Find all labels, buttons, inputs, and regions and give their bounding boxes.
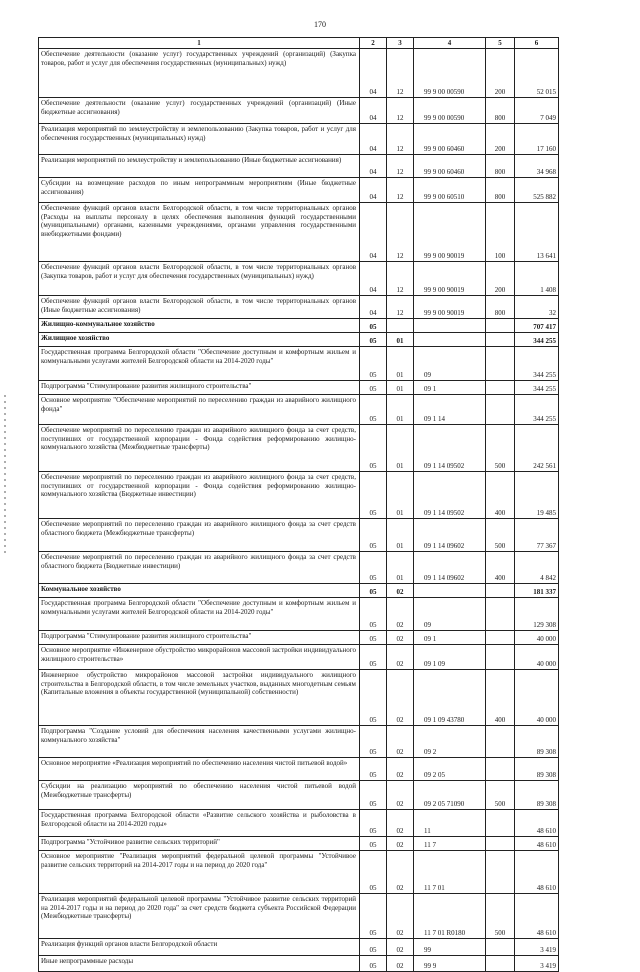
- subsection-code: 02: [387, 631, 414, 645]
- row-name: Обеспечение деятельности (оказание услуг) государственных учреждений (организаций) (Закупка товаров, работ и услуг для обеспечения государственных (муниципальных) нужд): [39, 49, 360, 98]
- expense-type-code: 500: [486, 894, 515, 939]
- subsection-code: 02: [387, 598, 414, 631]
- amount: 48 610: [515, 810, 559, 837]
- row-name: Обеспечение функций органов власти Белгородской области, в том числе территориальных органов (Расходы на выплаты персоналу в целях обеспечения выполнения функций государственными (муниципальными) органами, казенными учреждениями, органами управления государственными внебюджетными фондами): [39, 203, 360, 262]
- target-article-code: 09: [414, 347, 486, 381]
- section-code: 05: [360, 319, 387, 333]
- subsection-code: 01: [387, 381, 414, 395]
- row-name: Государственная программа Белгородской области "Обеспечение доступным и комфортным жильем и коммунальными услугами жителей Белгородской области на 2014-2020 годы": [39, 347, 360, 381]
- expense-type-code: [486, 395, 515, 425]
- table-row: [39, 758, 559, 781]
- subsection-code: 02: [387, 837, 414, 851]
- row-name: Жилищно-коммунальное хозяйство: [39, 319, 360, 333]
- header-cell-2: 2: [360, 38, 387, 49]
- subsection-code: 01: [387, 347, 414, 381]
- amount: 344 255: [515, 347, 559, 381]
- expense-type-code: [486, 381, 515, 395]
- section-code: 05: [360, 851, 387, 894]
- amount: 77 367: [515, 519, 559, 552]
- row-name: Субсидии на возмещение расходов по иным непрограммным мероприятиям (Иные бюджетные ассигнования): [39, 178, 360, 203]
- target-article-code: 99 9 00 90019: [414, 203, 486, 262]
- target-article-code: [414, 333, 486, 347]
- row-name: Основное мероприятие "Реализация мероприятий федеральной целевой программы "Устойчивое развитие сельских территорий на 2014-2017 годы и на период до 2020 года": [39, 851, 360, 894]
- row-name: Основное мероприятие "Обеспечение мероприятий по переселению граждан из аварийного жилищного фонда": [39, 395, 360, 425]
- target-article-code: 09 1: [414, 631, 486, 645]
- subsection-code: 12: [387, 262, 414, 296]
- subsection-code: 12: [387, 178, 414, 203]
- expense-type-code: 100: [486, 203, 515, 262]
- table-row: [39, 155, 559, 178]
- target-article-code: 11 7: [414, 837, 486, 851]
- table-row: [39, 851, 559, 894]
- subsection-code: 02: [387, 956, 414, 972]
- expense-type-code: [486, 726, 515, 758]
- row-name: Обеспечение функций органов власти Белгородской области, в том числе территориальных органов (Иные бюджетные ассигнования): [39, 296, 360, 319]
- table-row: [39, 894, 559, 939]
- table-row: [39, 781, 559, 810]
- amount: 32: [515, 296, 559, 319]
- section-code: 04: [360, 124, 387, 155]
- amount: 242 561: [515, 425, 559, 472]
- subsection-code: 02: [387, 781, 414, 810]
- section-code: 05: [360, 670, 387, 726]
- target-article-code: 11 7 01 R0180: [414, 894, 486, 939]
- expense-type-code: 800: [486, 178, 515, 203]
- subsection-code: 12: [387, 98, 414, 124]
- table-row: [39, 381, 559, 395]
- target-article-code: 09 2 05: [414, 758, 486, 781]
- table-row: [39, 584, 559, 598]
- expense-type-code: 200: [486, 124, 515, 155]
- amount: 344 255: [515, 381, 559, 395]
- amount: 52 015: [515, 49, 559, 98]
- table-row: [39, 598, 559, 631]
- section-code: 04: [360, 296, 387, 319]
- subsection-code: 02: [387, 939, 414, 956]
- expense-type-code: [486, 851, 515, 894]
- table-row: [39, 670, 559, 726]
- section-code: 04: [360, 155, 387, 178]
- target-article-code: 09 2: [414, 726, 486, 758]
- expense-type-code: 500: [486, 425, 515, 472]
- amount: 34 968: [515, 155, 559, 178]
- expense-type-code: 500: [486, 781, 515, 810]
- row-name: Обеспечение мероприятий по переселению граждан из аварийного жилищного фонда за счет средств областного бюджета (Бюджетные инвестиции): [39, 552, 360, 584]
- row-name: Обеспечение функций органов власти Белгородской области, в том числе территориальных органов (Закупка товаров, работ и услуг для обеспечения государственных (муниципальных) нужд): [39, 262, 360, 296]
- subsection-code: 01: [387, 395, 414, 425]
- table-row: [39, 124, 559, 155]
- target-article-code: 11: [414, 810, 486, 837]
- subsection-code: [387, 319, 414, 333]
- table-row: [39, 726, 559, 758]
- binding-marks: [4, 395, 6, 555]
- table-row: [39, 810, 559, 837]
- expense-type-code: 800: [486, 155, 515, 178]
- row-name: Реализация мероприятий по землеустройству и землепользованию (Закупка товаров, работ и услуг для обеспечения государственных (муниципальных) нужд): [39, 124, 360, 155]
- table-row: [39, 837, 559, 851]
- section-code: 05: [360, 472, 387, 519]
- target-article-code: 09: [414, 598, 486, 631]
- section-code: 05: [360, 333, 387, 347]
- target-article-code: [414, 319, 486, 333]
- amount: 89 308: [515, 758, 559, 781]
- expense-type-code: 400: [486, 552, 515, 584]
- section-code: 04: [360, 178, 387, 203]
- section-code: 05: [360, 810, 387, 837]
- row-name: Инженерное обустройство микрорайонов массовой застройки индивидуального жилищного строительства в Белгородской области, в том числе земельных участков, выданных многодетным семьям (Капитальные вложения в объекты государственной (муниципальной) собственности): [39, 670, 360, 726]
- expense-type-code: [486, 837, 515, 851]
- subsection-code: 02: [387, 894, 414, 939]
- section-code: 05: [360, 956, 387, 972]
- table-row: [39, 472, 559, 519]
- target-article-code: 09 2 05 71090: [414, 781, 486, 810]
- expense-type-code: [486, 333, 515, 347]
- amount: 4 842: [515, 552, 559, 584]
- expense-type-code: 200: [486, 49, 515, 98]
- expense-type-code: 400: [486, 670, 515, 726]
- row-name: Иные непрограммные расходы: [39, 956, 360, 972]
- target-article-code: 09 1 14: [414, 395, 486, 425]
- header-row: [39, 38, 559, 49]
- amount: 19 485: [515, 472, 559, 519]
- section-code: 05: [360, 726, 387, 758]
- table-row: [39, 645, 559, 670]
- target-article-code: 09 1 14 09502: [414, 472, 486, 519]
- table-row: [39, 939, 559, 956]
- section-code: 05: [360, 781, 387, 810]
- row-name: Подпрограмма "Стимулирование развития жилищного строительства": [39, 631, 360, 645]
- table-row: [39, 631, 559, 645]
- expense-type-code: [486, 347, 515, 381]
- amount: 40 000: [515, 645, 559, 670]
- amount: 3 419: [515, 939, 559, 956]
- row-name: Реализация мероприятий федеральной целевой программы "Устойчивое развитие сельских территорий на 2014-2017 годы и на период до 2020 года" за счет средств бюджета субъекта Российской Федерации (Межбюджетные трансферты): [39, 894, 360, 939]
- table-row: [39, 262, 559, 296]
- target-article-code: 99 9 00 60510: [414, 178, 486, 203]
- amount: 48 610: [515, 894, 559, 939]
- expense-type-code: [486, 598, 515, 631]
- row-name: Обеспечение мероприятий по переселению граждан из аварийного жилищного фонда за счет средств, поступивших от государственной корпорации - Фонда содействия реформированию жилищно-коммунального хозяйства (Бюджетные инвестиции): [39, 472, 360, 519]
- target-article-code: 09 1 09: [414, 645, 486, 670]
- section-code: 05: [360, 584, 387, 598]
- row-name: Государственная программа Белгородской области "Обеспечение доступным и комфортным жильем и коммунальными услугами жителей Белгородской области на 2014-2020 годы": [39, 598, 360, 631]
- section-code: 04: [360, 49, 387, 98]
- table-row: [39, 395, 559, 425]
- table-row: [39, 319, 559, 333]
- row-name: Обеспечение деятельности (оказание услуг) государственных учреждений (организаций) (Иные бюджетные ассигнования): [39, 98, 360, 124]
- expense-type-code: [486, 956, 515, 972]
- section-code: 05: [360, 894, 387, 939]
- amount: 48 610: [515, 837, 559, 851]
- amount: 40 000: [515, 631, 559, 645]
- row-name: Подпрограмма "Стимулирование развития жилищного строительства": [39, 381, 360, 395]
- expense-type-code: [486, 939, 515, 956]
- amount: 525 882: [515, 178, 559, 203]
- subsection-code: 02: [387, 851, 414, 894]
- header-cell-1: 1: [39, 38, 360, 49]
- section-code: 05: [360, 425, 387, 472]
- target-article-code: 09 1 14 09602: [414, 552, 486, 584]
- table-row: [39, 296, 559, 319]
- target-article-code: 99 9 00 90019: [414, 296, 486, 319]
- target-article-code: 09 1 09 43780: [414, 670, 486, 726]
- target-article-code: 99 9 00 90019: [414, 262, 486, 296]
- amount: 3 419: [515, 956, 559, 972]
- expense-type-code: [486, 810, 515, 837]
- subsection-code: 12: [387, 155, 414, 178]
- amount: 344 255: [515, 333, 559, 347]
- table-row: [39, 49, 559, 98]
- header-cell-3: 3: [387, 38, 414, 49]
- row-name: Подпрограмма "Создание условий для обеспечения населения качественными услугами жилищно-коммунального хозяйства": [39, 726, 360, 758]
- row-name: Коммунальное хозяйство: [39, 584, 360, 598]
- table-row: [39, 552, 559, 584]
- amount: 707 417: [515, 319, 559, 333]
- amount: 89 308: [515, 781, 559, 810]
- row-name: Подпрограмма "Устойчивое развитие сельских территорий": [39, 837, 360, 851]
- subsection-code: 02: [387, 758, 414, 781]
- row-name: Основное мероприятие «Инженерное обустройство микрорайонов массовой застройки индивидуального жилищного строительства»: [39, 645, 360, 670]
- amount: 89 308: [515, 726, 559, 758]
- row-name: Реализация функций органов власти Белгородской области: [39, 939, 360, 956]
- subsection-code: 12: [387, 124, 414, 155]
- amount: 1 408: [515, 262, 559, 296]
- row-name: Государственная программа Белгородской области «Развитие сельского хозяйства и рыболовства в Белгородской области на 2014-2020 годы»: [39, 810, 360, 837]
- target-article-code: 09 1: [414, 381, 486, 395]
- amount: 129 308: [515, 598, 559, 631]
- table-row: [39, 519, 559, 552]
- amount: 13 641: [515, 203, 559, 262]
- table-row: [39, 425, 559, 472]
- expense-type-code: [486, 584, 515, 598]
- subsection-code: 01: [387, 472, 414, 519]
- subsection-code: 01: [387, 519, 414, 552]
- page-number: 170: [314, 20, 326, 29]
- target-article-code: 09 1 14 09602: [414, 519, 486, 552]
- row-name: Основное мероприятие «Реализация мероприятий по обеспечению населения чистой питьевой водой»: [39, 758, 360, 781]
- subsection-code: 02: [387, 726, 414, 758]
- section-code: 05: [360, 552, 387, 584]
- subsection-code: 01: [387, 425, 414, 472]
- row-name: Субсидии на реализацию мероприятий по обеспечению населения чистой питьевой водой (Межбюджетные трансферты): [39, 781, 360, 810]
- subsection-code: 12: [387, 203, 414, 262]
- header-cell-4: 4: [414, 38, 486, 49]
- expense-type-code: [486, 319, 515, 333]
- header-cell-5: 5: [486, 38, 515, 49]
- expense-type-code: 400: [486, 472, 515, 519]
- subsection-code: 12: [387, 296, 414, 319]
- table-row: [39, 203, 559, 262]
- subsection-code: 12: [387, 49, 414, 98]
- amount: 344 255: [515, 395, 559, 425]
- target-article-code: 99 9 00 00590: [414, 49, 486, 98]
- table-row: [39, 333, 559, 347]
- section-code: 05: [360, 645, 387, 670]
- table-row: [39, 347, 559, 381]
- target-article-code: 99 9: [414, 956, 486, 972]
- amount: 17 160: [515, 124, 559, 155]
- section-code: 05: [360, 381, 387, 395]
- table-row: [39, 178, 559, 203]
- header-cell-6: 6: [515, 38, 559, 49]
- target-article-code: 99 9 00 00590: [414, 98, 486, 124]
- table-row: [39, 98, 559, 124]
- target-article-code: 99 9 00 60460: [414, 155, 486, 178]
- target-article-code: 09 1 14 09502: [414, 425, 486, 472]
- section-code: 04: [360, 262, 387, 296]
- subsection-code: 02: [387, 645, 414, 670]
- budget-table: [38, 37, 559, 972]
- target-article-code: 99: [414, 939, 486, 956]
- subsection-code: 01: [387, 552, 414, 584]
- section-code: 05: [360, 758, 387, 781]
- section-code: 05: [360, 939, 387, 956]
- section-code: 05: [360, 837, 387, 851]
- expense-type-code: 500: [486, 519, 515, 552]
- section-code: 05: [360, 598, 387, 631]
- section-code: 05: [360, 519, 387, 552]
- row-name: Обеспечение мероприятий по переселению граждан из аварийного жилищного фонда за счет средств областного бюджета (Межбюджетные трансферты): [39, 519, 360, 552]
- expense-type-code: [486, 758, 515, 781]
- row-name: Обеспечение мероприятий по переселению граждан из аварийного жилищного фонда за счет средств, поступивших от государственной корпорации - Фонда содействия реформированию жилищно-коммунального хозяйства (Межбюджетные трансферты): [39, 425, 360, 472]
- row-name: Реализация мероприятий по землеустройству и землепользованию (Иные бюджетные ассигнования): [39, 155, 360, 178]
- row-name: Жилищное хозяйство: [39, 333, 360, 347]
- subsection-code: 01: [387, 333, 414, 347]
- table-row: [39, 956, 559, 972]
- subsection-code: 02: [387, 670, 414, 726]
- expense-type-code: [486, 631, 515, 645]
- section-code: 05: [360, 347, 387, 381]
- section-code: 04: [360, 203, 387, 262]
- section-code: 04: [360, 98, 387, 124]
- amount: 48 610: [515, 851, 559, 894]
- section-code: 05: [360, 395, 387, 425]
- target-article-code: 11 7 01: [414, 851, 486, 894]
- section-code: 05: [360, 631, 387, 645]
- amount: 40 000: [515, 670, 559, 726]
- subsection-code: 02: [387, 584, 414, 598]
- expense-type-code: 800: [486, 296, 515, 319]
- expense-type-code: 800: [486, 98, 515, 124]
- amount: 181 337: [515, 584, 559, 598]
- subsection-code: 02: [387, 810, 414, 837]
- expense-type-code: 200: [486, 262, 515, 296]
- target-article-code: 99 9 00 60460: [414, 124, 486, 155]
- expense-type-code: [486, 645, 515, 670]
- target-article-code: [414, 584, 486, 598]
- amount: 7 049: [515, 98, 559, 124]
